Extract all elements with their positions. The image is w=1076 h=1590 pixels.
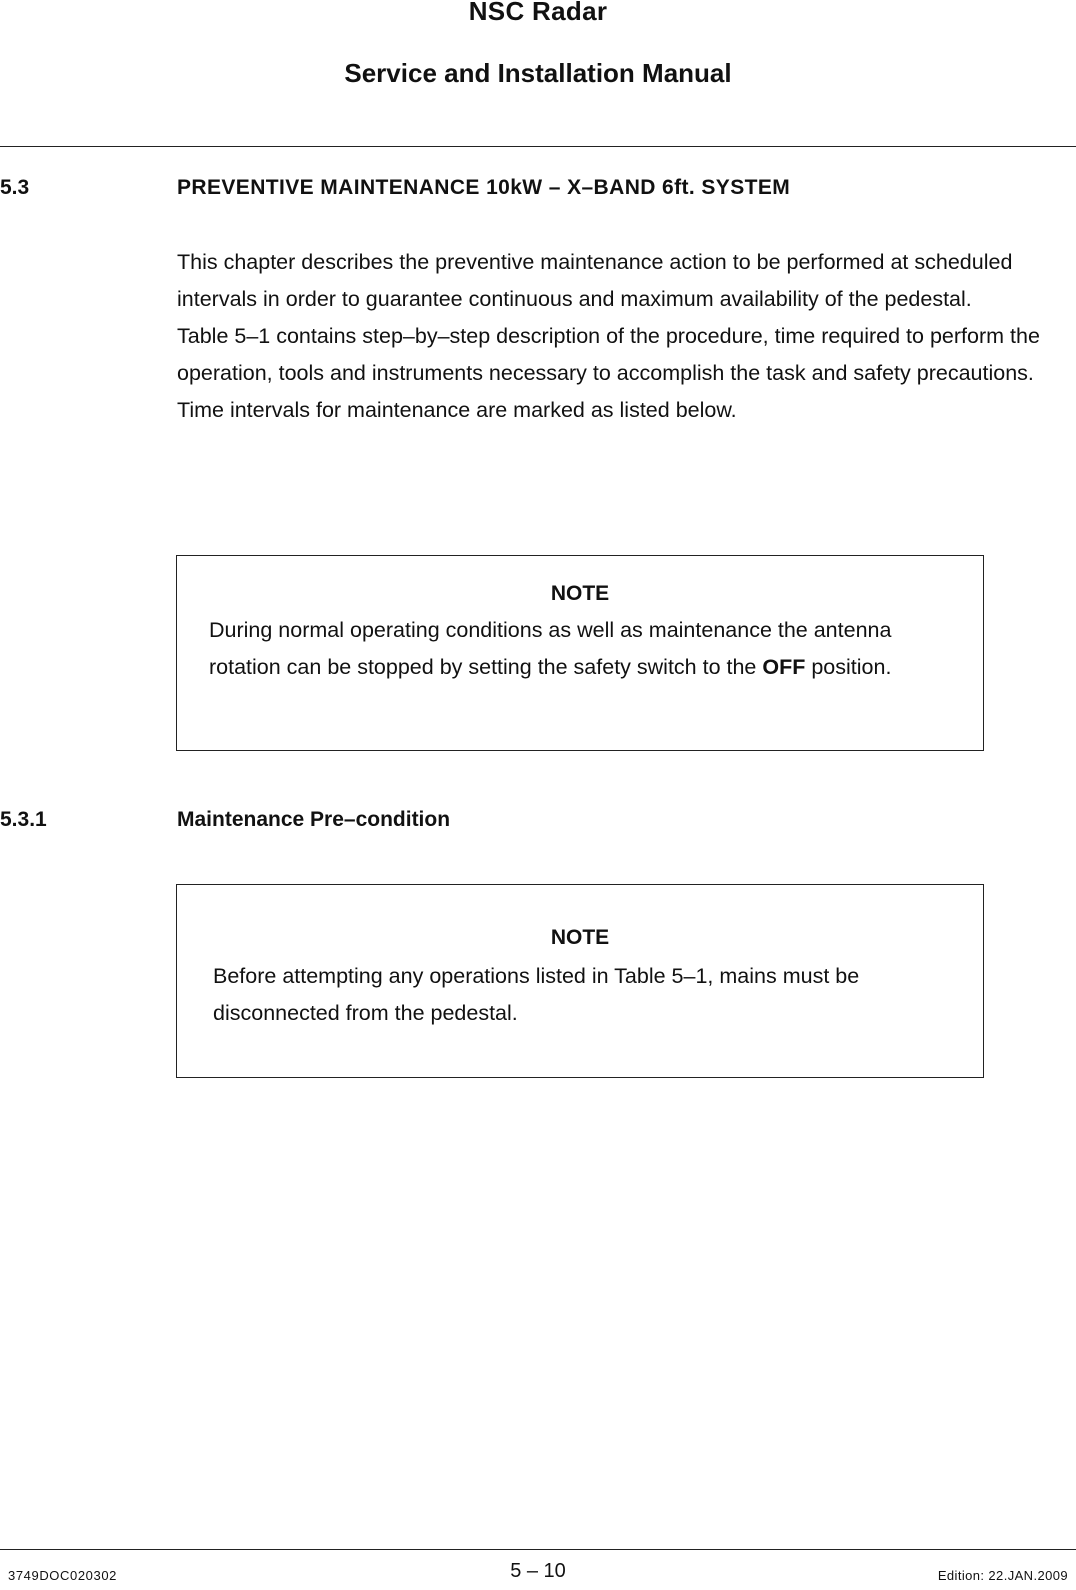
note-text-emphasis: OFF <box>762 655 806 679</box>
footer-divider <box>0 1549 1076 1550</box>
document-title: NSC Radar <box>468 0 608 26</box>
page-number: 5 – 10 <box>510 1560 566 1582</box>
subsection-number: 5.3.1 <box>0 808 47 831</box>
subsection-title: Maintenance Pre–condition <box>177 808 451 831</box>
paragraph: Table 5–1 contains step–by–step description of the procedure, time required to perform the operation, tools and instruments necessary to accomplish the task and safety precautions. <box>177 324 1040 385</box>
footer-edition: Edition: 22.JAN.2009 <box>937 1568 1068 1583</box>
paragraph: Time intervals for maintenance are marked as listed below. <box>177 398 737 422</box>
note-text-part: During normal operating conditions as well as maintenance the antenna rotation can be stopped by setting the safety switch to the <box>209 618 892 679</box>
footer-doc-id: 3749DOC020302 <box>8 1568 117 1583</box>
note-title: NOTE <box>550 926 610 949</box>
note-text <box>209 612 944 686</box>
note-title: NOTE <box>550 582 610 605</box>
note-text-part: position. <box>805 655 892 679</box>
note-text: Before attempting any operations listed in Table 5–1, mains must be disconnected from the pedestal. <box>213 964 860 1025</box>
section-body <box>177 244 1057 429</box>
header-divider <box>0 146 1076 147</box>
document-subtitle: Service and Installation Manual <box>344 58 732 88</box>
note-box-safety-switch <box>176 555 984 751</box>
section-number: 5.3 <box>0 176 30 199</box>
note-box-mains <box>176 884 984 1078</box>
section-title: PREVENTIVE MAINTENANCE 10kW – X–BAND 6ft. SYSTEM <box>177 176 791 199</box>
paragraph: This chapter describes the preventive maintenance action to be performed at scheduled intervals in order to guarantee continuous and maximum availability of the pedestal. <box>177 250 1013 311</box>
